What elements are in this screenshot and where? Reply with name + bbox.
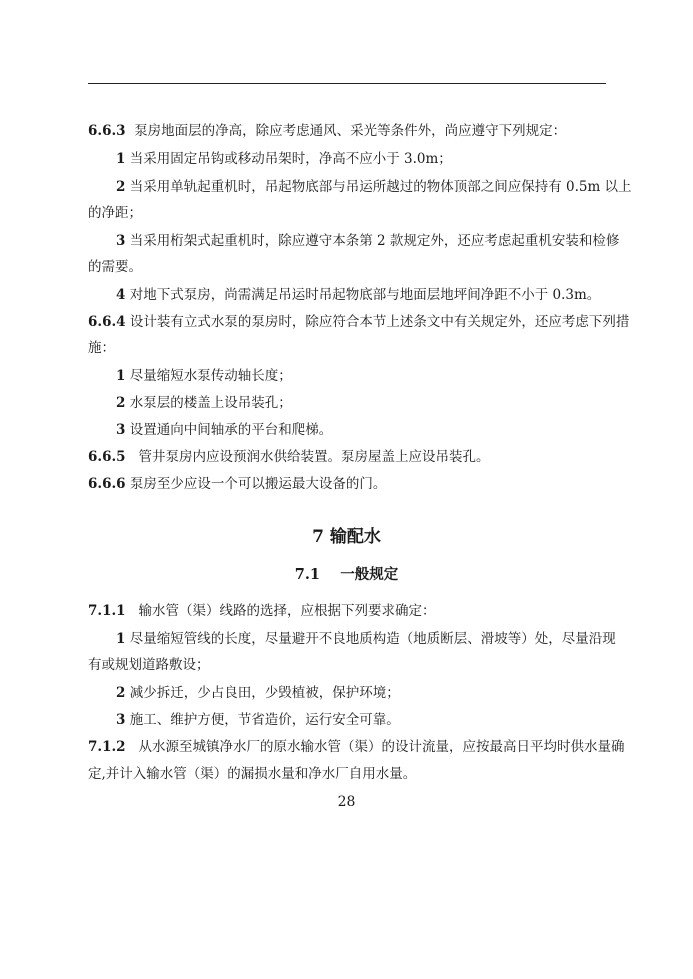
clause-number: 6.6.4 — [88, 314, 126, 330]
section-heading — [0, 565, 693, 585]
item-text: 施工、维护方便，节省造价，运行安全可靠。 — [129, 712, 400, 728]
item-text: 水泵层的楼盖上设吊装孔； — [129, 395, 292, 411]
item-text: 设置通向中间轴承的平台和爬梯。 — [129, 422, 333, 438]
list-item — [116, 286, 608, 304]
item-continuation: 的需要。 — [88, 259, 142, 275]
clause-continuation: 定,并计入输水管（渠）的漏损水量和净水厂自用水量。 — [88, 766, 417, 782]
clause-text: 泵房地面层的净高，除应考虑通风、采光等条件外，尚应遵守下列规定： — [134, 123, 567, 139]
list-item — [116, 684, 608, 702]
item-number: 3 — [116, 233, 126, 249]
list-item — [116, 232, 620, 250]
clause-text: 从水源至城镇净水厂的原水输水管（渠）的设计流量，应按最高日平均时供水量确 — [138, 739, 625, 755]
list-item — [116, 711, 608, 729]
item-text: 尽量缩短水泵传动轴长度； — [129, 368, 292, 384]
clause-6-6-5 — [88, 448, 608, 466]
clause-number: 6.6.6 — [88, 476, 126, 492]
list-item — [116, 367, 608, 385]
list-item — [116, 630, 616, 648]
chapter-heading: 7 输配水 — [312, 527, 381, 547]
clause-number: 6.6.5 — [88, 449, 126, 465]
item-text: 当采用单轨起重机时，吊起物底部与吊运所越过的物体顶部之间应保持有 0.5m 以上 — [129, 179, 632, 195]
item-text: 当采用固定吊钩或移动吊架时，净高不应小于 3.0m； — [129, 151, 452, 167]
clause-6-6-3 — [88, 122, 608, 140]
clause-7-1-2 — [88, 738, 625, 756]
item-number: 1 — [116, 368, 126, 384]
clause-number: 7.1.1 — [88, 603, 126, 619]
item-text: 当采用桁架式起重机时，除应遵守本条第 2 款规定外，还应考虑起重机安装和检修 — [129, 233, 620, 249]
clause-text: 管井泵房内应设预润水供给装置。泵房屋盖上应设吊装孔。 — [138, 449, 490, 465]
item-continuation: 的净距； — [88, 205, 142, 221]
item-number: 2 — [116, 395, 126, 411]
clause-text: 设计装有立式水泵的泵房时，除应符合本节上述条文中有关规定外，还应考虑下列措 — [129, 314, 630, 330]
clause-7-1-1 — [88, 602, 608, 620]
clause-continuation: 施： — [88, 340, 115, 356]
item-text: 对地下式泵房，尚需满足吊运时吊起物底部与地面层地坪间净距不小于 0.3m。 — [129, 287, 601, 303]
list-item — [116, 150, 608, 168]
item-continuation: 有或规划道路敷设； — [88, 657, 210, 673]
clause-number: 7.1.2 — [88, 739, 126, 755]
list-item — [116, 178, 632, 196]
list-item — [116, 394, 608, 412]
clause-text: 泵房至少应设一个可以搬运最大设备的门。 — [129, 476, 387, 492]
item-number: 4 — [116, 287, 126, 303]
clause-6-6-4 — [88, 313, 630, 331]
item-number: 1 — [116, 151, 126, 167]
section-number: 7.1 — [294, 566, 321, 583]
page-number: 28 — [337, 794, 356, 810]
section-title: 一般规定 — [340, 566, 399, 583]
clause-6-6-6 — [88, 475, 608, 493]
header-rule — [88, 83, 606, 84]
item-number: 2 — [116, 179, 126, 195]
item-number: 1 — [116, 631, 126, 647]
list-item — [116, 421, 608, 439]
clause-text: 输水管（渠）线路的选择，应根据下列要求确定： — [138, 603, 436, 619]
item-number: 3 — [116, 422, 126, 438]
item-text: 减少拆迁，少占良田，少毁植被，保护环境； — [129, 685, 400, 701]
clause-number: 6.6.3 — [88, 123, 126, 139]
item-number: 2 — [116, 685, 126, 701]
item-text: 尽量缩短管线的长度，尽量避开不良地质构造（地质断层、滑坡等）处，尽量沿现 — [129, 631, 616, 647]
item-number: 3 — [116, 712, 126, 728]
